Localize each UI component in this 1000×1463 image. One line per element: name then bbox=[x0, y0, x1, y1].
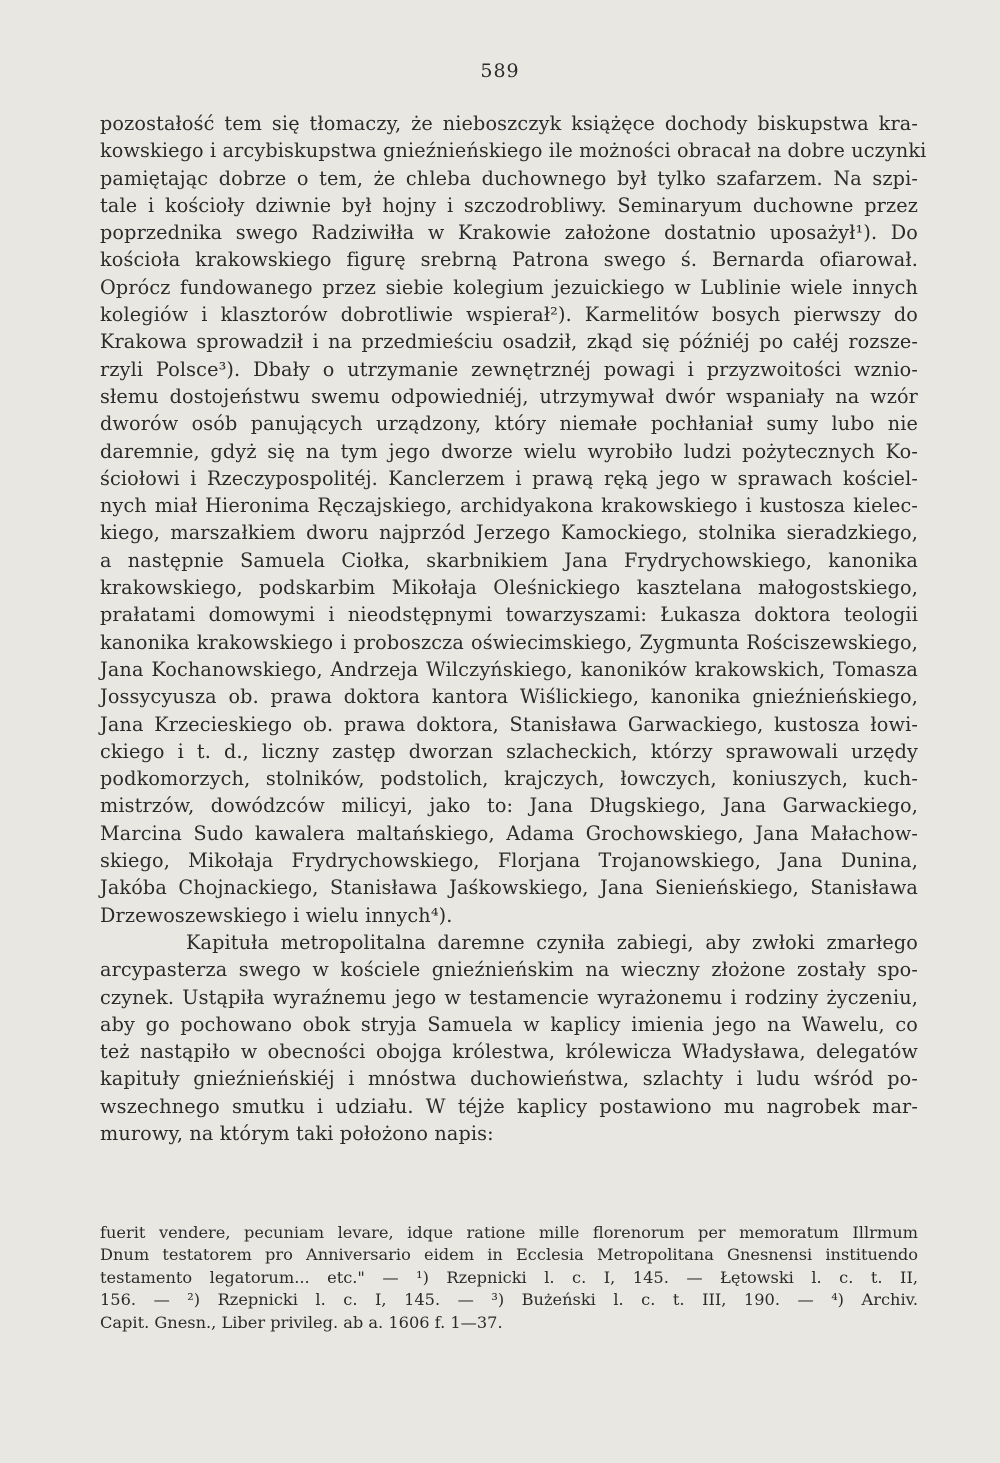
body-line: wszechnego smutku i udziału. W téjże kaplicy postawiono mu nagrobek mar- bbox=[100, 1094, 918, 1118]
body-line: kowskiego i arcybiskupstwa gnieźnieńskiego ile możności obracał na dobre uczynki bbox=[100, 139, 927, 163]
body-line: dworów osób panujących urządzony, który niemałe pochłaniał sumy lubo nie bbox=[100, 412, 918, 436]
body-line: pamiętając dobrze o tem, że chleba duchownego był tylko szafarzem. Na szpi- bbox=[100, 166, 918, 190]
body-line: a następnie Samuela Ciołka, skarbnikiem Jana Frydrychowskiego, kanonika bbox=[100, 548, 918, 572]
body-line: krakowskiego, podskarbim Mikołaja Oleśnickiego kasztelana małogostskiego, bbox=[100, 576, 918, 600]
footnote-line: fuerit vendere, pecuniam levare, idque ratione mille florenorum per memoratum Illrmum bbox=[100, 1223, 918, 1242]
body-line: Krakowa sprowadził i na przedmieściu osadził, zkąd się późniéj po całéj rozsze- bbox=[100, 330, 918, 354]
body-line: skiego, Mikołaja Frydrychowskiego, Florjana Trojanowskiego, Jana Dunina, bbox=[100, 849, 918, 873]
body-line: aby go pochowano obok stryja Samuela w kaplicy imienia jego na Wawelu, co bbox=[100, 1012, 918, 1036]
footnote-line: testamento legatorum... etc." — ¹) Rzepnicki l. c. I, 145. — Łętowski l. c. t. II, bbox=[100, 1267, 918, 1287]
body-line: Jana Krzecieskiego ob. prawa doktora, Stanisława Garwackiego, kustosza łowi- bbox=[100, 712, 918, 736]
footnote-line: 156. — ²) Rzepnicki l. c. I, 145. — ³) Bużeński l. c. t. III, 190. — ⁴) Archiv. bbox=[100, 1290, 918, 1310]
body-line: daremnie, gdyż się na tym jego dworze wielu wyrobiło ludzi pożytecznych Ko- bbox=[100, 439, 918, 463]
body-line: arcypasterza swego w kościele gnieźnieńskim na wieczny złożone zostały spo- bbox=[100, 958, 918, 982]
body-line: ckiego i t. d., liczny zastęp dworzan szlacheckich, którzy sprawowali urzędy bbox=[100, 739, 918, 763]
body-line: Marcina Sudo kawalera maltańskiego, Adama Grochowskiego, Jana Małachow- bbox=[100, 821, 918, 845]
page-number: 589 bbox=[480, 60, 520, 82]
body-line: czynek. Ustąpiła wyraźnemu jego w testamencie wyrażonemu i rodziny życzeniu, bbox=[100, 985, 918, 1009]
footnote-line: Dnum testatorem pro Anniversario eidem in Ecclesia Metropolitana Gnesnensi instituendo bbox=[100, 1245, 918, 1265]
body-line: nych miał Hieronima Ręczajskiego, archidyakona krakowskiego i kustosza kielec- bbox=[100, 494, 918, 518]
body-line: też nastąpiło w obecności obojga królestwa, królewicza Władysława, delegatów bbox=[100, 1040, 918, 1064]
body-line: Jana Kochanowskiego, Andrzeja Wilczyńskiego, kanoników krakowskich, Tomasza bbox=[100, 657, 918, 681]
body-line: kapituły gnieźnieńskiéj i mnóstwa duchowieństwa, szlachty i ludu wśród po- bbox=[100, 1067, 918, 1091]
body-line: kolegiów i klasztorów dobrotliwie wspierał²). Karmelitów bosych pierwszy do bbox=[100, 303, 918, 327]
footnotes bbox=[100, 1222, 918, 1334]
body-line: pozostałość tem się tłomaczy, że nieboszczyk książęce dochody biskupstwa kra- bbox=[100, 112, 918, 135]
body-line: kanonika krakowskiego i proboszcza oświecimskiego, Zygmunta Rościszewskiego, bbox=[100, 630, 918, 654]
body-line: kościoła krakowskiego figurę srebrną Patrona swego ś. Bernarda ofiarował. bbox=[100, 248, 918, 272]
body-line: Oprócz fundowanego przez siebie kolegium jezuickiego w Lublinie wiele innych bbox=[100, 275, 918, 299]
footnote-line: Capit. Gnesn., Liber privileg. ab a. 1606 f. 1—37. bbox=[100, 1312, 503, 1332]
body-line: prałatami domowymi i nieodstępnymi towarzyszami: Łukasza doktora teologii bbox=[100, 603, 918, 627]
body-line: Jossycyusza ob. prawa doktora kantora Wiślickiego, kanonika gnieźnieńskiego, bbox=[100, 685, 918, 709]
body-text bbox=[100, 110, 927, 1147]
body-line: murowy, na którym taki położono napis: bbox=[100, 1121, 494, 1145]
body-line: mistrzów, dowódzców milicyi, jako to: Jana Długskiego, Jana Garwackiego, bbox=[100, 794, 918, 818]
body-line: tale i kościoły dziwnie był hojny i szczodrobliwy. Seminaryum duchowne przez bbox=[100, 193, 918, 217]
body-line: słemu dostojeństwu swemu odpowiedniéj, utrzymywał dwór wspaniały na wzór bbox=[100, 384, 918, 408]
paragraph-start-line: Kapituła metropolitalna daremne czyniła zabiegi, aby zwłoki zmarłego bbox=[186, 930, 918, 954]
body-line: poprzednika swego Radziwiłła w Krakowie założone dostatnio uposażył¹). Do bbox=[100, 221, 918, 245]
body-line: podkomorzych, stolników, podstolich, krajczych, łowczych, koniuszych, kuch- bbox=[100, 767, 918, 791]
body-line: Jakóba Chojnackiego, Stanisława Jaśkowskiego, Jana Sienieńskiego, Stanisława bbox=[100, 876, 918, 900]
body-line: ściołowi i Rzeczypospolitéj. Kanclerzem i prawą ręką jego w sprawach kościel- bbox=[100, 466, 918, 490]
body-line: kiego, marszałkiem dworu najprzód Jerzego Kamockiego, stolnika sieradzkiego, bbox=[100, 521, 918, 545]
body-line: Drzewoszewskiego i wielu innych⁴). bbox=[100, 903, 453, 927]
body-line: rzyli Polsce³). Dbały o utrzymanie zewnętrznéj powagi i przyzwoitości wznio- bbox=[100, 357, 918, 381]
